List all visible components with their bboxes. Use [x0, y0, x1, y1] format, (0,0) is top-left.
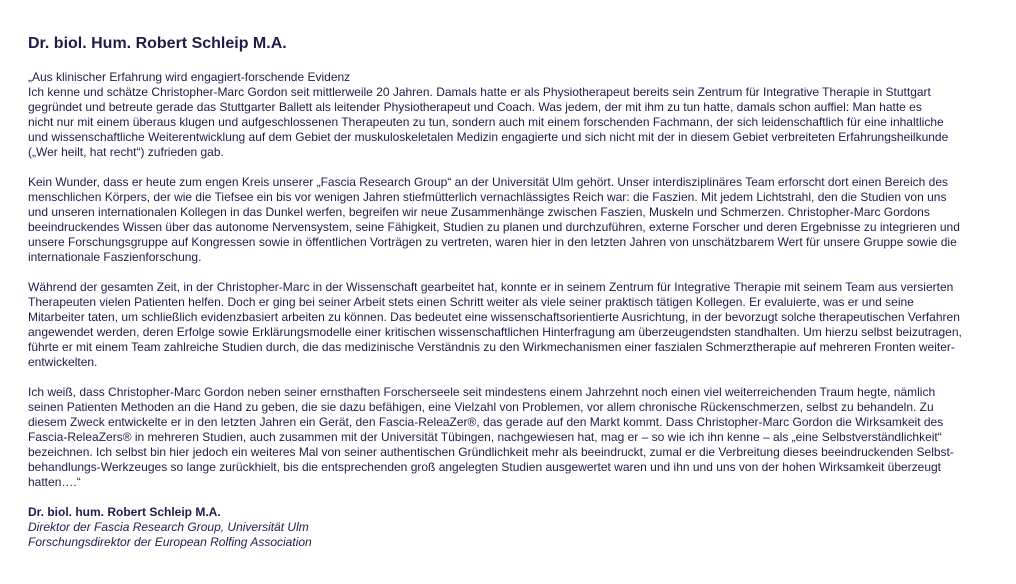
- paragraph-line: und wissenschaftliche Weiterentwicklung auf dem Gebiet der muskuloskeletalen Medizin engagierte und sich nicht mit der in diesem Gebiet verbreiteten Erfahrungsheilkunde: [28, 130, 949, 144]
- paragraph-line: angewendet werden, deren Erfolge sowie Erklärungsmodelle einer kritischen wissenschaftlichen Hinterfragung am überzeugendsten standhalten. Um hierzu selbst beizutragen,: [28, 325, 962, 339]
- paragraph: [28, 385, 998, 490]
- paragraph-line: und unseren internationalen Kollegen in das Dunkel werfen, begreifen wir neue Zusammenhänge zwischen Faszien, Muskeln und Schmerzen. Christopher-Marc Gordons: [28, 205, 930, 219]
- paragraph-line: gegründet und betreute gerade das Stuttgarter Ballett als leitender Physiotherapeut und Coach. Was jedem, der mit ihm zu tun hatte, damals schon auffiel: Man hatte es: [28, 100, 922, 114]
- paragraph-line: beeindruckendes Wissen über das autonome Nervensystem, seine Fähigkeit, Studien zu planen und durchzuführen, externe Forscher und deren Ergebnisse zu integrieren und: [28, 220, 960, 234]
- paragraph-line: entwickelten.: [28, 355, 98, 369]
- paragraph-line: Während der gesamten Zeit, in der Christopher-Marc in der Wissenschaft gearbeitet hat, konnte er in seinem Zentrum für Integrative Therapie mit seinem Team aus versierten: [28, 280, 954, 294]
- paragraph-line: menschlichen Körpers, der wie die Tiefsee ein bis vor wenigen Jahren stiefmütterlich vernachlässigtes Reich war: die Faszien. Mit jedem Lichtstrahl, den die Studien von uns: [28, 190, 947, 204]
- paragraph-line: diesem Zweck entwickelte er in den letzten Jahren ein Gerät, den Fascia-ReleaZer®, das gerade auf den Markt kommt. Dass Christopher-Marc Gordon die Wirksamkeit des: [28, 415, 944, 429]
- paragraph: [28, 280, 998, 370]
- paragraph-line: Kein Wunder, dass er heute zum engen Kreis unserer „Fascia Research Group“ an der Universität Ulm gehört. Unser interdisziplinäres Team erforscht dort einen Bereich des: [28, 175, 948, 189]
- paragraph-line: Therapeuten vielen Patienten helfen. Doch er ging bei seiner Arbeit stets einen Schritt weiter als viele seiner praktisch tätigen Kollegen. Er evaluierte, was er und seine: [28, 295, 914, 309]
- page-title: Dr. biol. Hum. Robert Schleip M.A.: [28, 35, 287, 52]
- paragraph: [28, 175, 998, 265]
- paragraph-line: behandlungs-Werkzeuges so lange zurückhielt, bis die entsprechenden groß angelegten Studien ausgewertet waren und ihn und uns von der hohen Wirksamkeit überzeugt: [28, 460, 942, 474]
- paragraph: [28, 70, 998, 160]
- paragraph-line: Ich kenne und schätze Christopher-Marc Gordon seit mittlerweile 20 Jahren. Damals hatte er als Physiotherapeut bereits sein Zentrum für Integrative Therapie in Stuttgart: [28, 85, 931, 99]
- paragraph-line: „Aus klinischer Erfahrung wird engagiert-forschende Evidenz: [28, 70, 351, 84]
- body-text: [28, 70, 998, 490]
- paragraph-line: („Wer heilt, hat recht“) zufrieden gab.: [28, 145, 224, 159]
- paragraph-line: unsere Forschungsgruppe auf Kongressen sowie in öffentlichen Vorträgen zu vertreten, waren hier in den letzten Jahren von unschätzbarem Wert für unsere Gruppe sowie die: [28, 235, 957, 249]
- paragraph-line: nicht nur mit einem überaus klugen und aufgeschlossenen Therapeuten zu tun, sondern auch mit einem forschenden Fachmann, der sich leidenschaftlich für eine inhaltliche: [28, 115, 944, 129]
- paragraph-line: bezeichnen. Ich selbst bin hier jedoch ein weiteres Mal von seiner authentischen Gründlichkeit mehr als beeindruckt, zumal er die Verbreitung dieses beeindruckenden Selbst-: [28, 445, 954, 459]
- signature-name: Dr. biol. hum. Robert Schleip M.A.: [28, 505, 221, 519]
- signature-role-2: Forschungsdirektor der European Rolfing Association: [28, 535, 312, 549]
- paragraph-line: seinen Patienten Methoden an die Hand zu geben, die sie dazu befähigen, eine Vielzahl von Problemen, vor allem chronische Rückenschmerzen, selbst zu behandeln. Zu: [28, 400, 934, 414]
- signature-role-1: Direktor der Fascia Research Group, Universität Ulm: [28, 520, 309, 534]
- document-page: [28, 34, 998, 550]
- paragraph-line: hatten….“: [28, 475, 81, 489]
- paragraph-line: führte er mit einem Team zahlreiche Studien durch, die das medizinische Verständnis zu den Wirkmechanismen einer faszialen Schmerztherapie auf mehreren Fronten weiter-: [28, 340, 955, 354]
- paragraph-line: Fascia-ReleaZers® in mehreren Studien, auch zusammen mit der Universität Tübingen, nachgewiesen hat, mag er – so wie ich ihn kenne – als „eine Selbstverständlichkeit“: [28, 430, 942, 444]
- signature-block: [28, 505, 998, 550]
- paragraph-line: Mitarbeiter taten, um schließlich evidenzbasiert arbeiten zu können. Das bedeutet eine wissenschaftsorientierte Ausrichtung, in der bevorzugt solche therapeutischen Verfahren: [28, 310, 960, 324]
- paragraph-line: Ich weiß, dass Christopher-Marc Gordon neben seiner ernsthaften Forscherseele seit mindestens einem Jahrzehnt noch einen viel weiterreichenden Traum hegte, nämlich: [28, 385, 936, 399]
- paragraph-line: internationale Faszienforschung.: [28, 250, 202, 264]
